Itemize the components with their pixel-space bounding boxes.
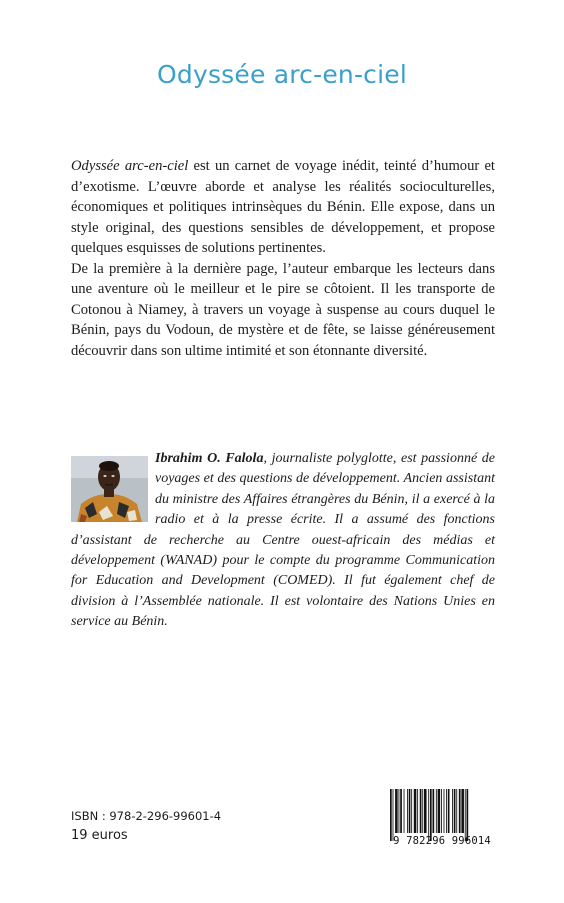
author-bio xyxy=(71,449,495,633)
book-title: Odyssée arc-en-ciel xyxy=(157,60,407,89)
isbn: ISBN : 978-2-296-99601-4 xyxy=(71,809,222,823)
author-name: Ibrahim O. Falola xyxy=(155,451,264,466)
summary-paragraph-2: De la première à la dernière page, l’auteur embarque les lecteurs dans une aventure où le meilleur et le pire se côtoient. Il les transporte de Cotonou à Niamey, à travers un voyage à suspense au cours duquel le Bénin, pays du Vodoun, de mystère et de fête, se laisse généreusement découvrir dans son ultime intimité et son étonnante diversité. xyxy=(71,260,495,359)
summary-paragraph-1 xyxy=(71,156,495,259)
book-summary xyxy=(71,156,495,361)
author-bio-text: , journaliste polyglotte, est passionné de voyages et des questions de développement. Ancien assistant du ministre des Affaires étrangères du Bénin, il a exercé à la radio et à la presse écrite. Il a assumé des fonctions d’assistant de recherche au Centre ouest-africain des médias et développement (WANAD) pour le compte du programme Communication for Education and Development (COMED). Il fut également chef de division à l’Assemblée nationale. Il est volontaire des Nations Unies en service au Bénin. xyxy=(71,451,495,630)
summary-paragraph-1-text: est un carnet de voyage inédit, teinté d’humour et d’exotisme. L’œuvre aborde et analyse les réalités socioculturelles, économiques et politiques intrinsèques du Bénin. Elle expose, dans un style original, des questions sensibles de développement, et propose quelques esquisses de solutions pertinentes. xyxy=(71,158,495,256)
summary-book-title: Odyssée arc-en-ciel xyxy=(71,158,189,174)
photo-float-spacer xyxy=(71,449,155,529)
price: 19 euros xyxy=(71,828,128,843)
barcode-digits: 9 782296 996014 xyxy=(393,835,491,847)
